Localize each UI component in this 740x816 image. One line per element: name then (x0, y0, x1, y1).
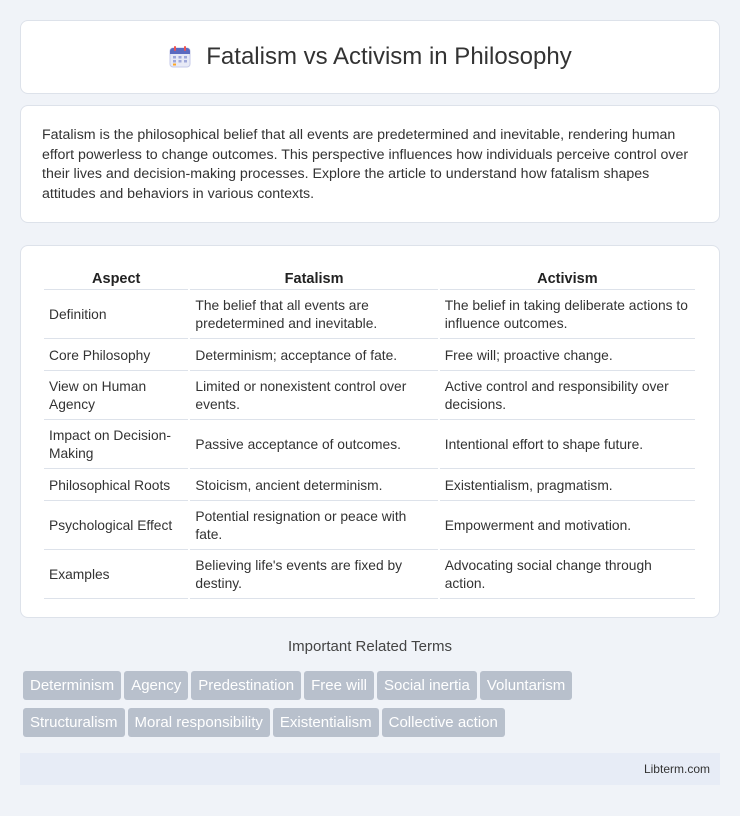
tag-determinism[interactable]: Determinism (23, 671, 121, 700)
comparison-table (42, 266, 697, 601)
activism-cell: Advocating social change through action. (440, 552, 695, 599)
table-row (44, 552, 695, 599)
tag-collective-action[interactable]: Collective action (382, 708, 505, 737)
comparison-table-card (20, 245, 720, 618)
table-row (44, 503, 695, 550)
aspect-cell: View on Human Agency (44, 373, 188, 420)
intro-text: Fatalism is the philosophical belief that all events are predetermined and inevitable, rendering human effort powerless to change outcomes. This perspective influences how individuals perceive control over their lives and decision-making processes. Explore the article to understand how fatalism shapes attitudes and behaviors in various contexts. (42, 127, 689, 202)
header-activism: Activism (440, 268, 695, 290)
aspect-cell: Definition (44, 292, 188, 339)
table-row (44, 341, 695, 371)
fatalism-cell: Passive acceptance of outcomes. (190, 422, 437, 469)
fatalism-cell: Limited or nonexistent control over events. (190, 373, 437, 420)
activism-cell: Free will; proactive change. (440, 341, 695, 371)
tag-moral-responsibility[interactable]: Moral responsibility (128, 708, 270, 737)
header-fatalism: Fatalism (190, 268, 437, 290)
tag-free-will[interactable]: Free will (304, 671, 374, 700)
footer (20, 753, 720, 785)
activism-cell: The belief in taking deliberate actions to influence outcomes. (440, 292, 695, 339)
related-terms-list (23, 671, 723, 745)
aspect-cell: Examples (44, 552, 188, 599)
tag-predestination[interactable]: Predestination (191, 671, 301, 700)
fatalism-cell: Determinism; acceptance of fate. (190, 341, 437, 371)
table-row (44, 422, 695, 469)
related-terms-title: Important Related Terms (288, 638, 452, 655)
calendar-icon (168, 45, 192, 69)
aspect-cell: Core Philosophy (44, 341, 188, 371)
tag-structuralism[interactable]: Structuralism (23, 708, 125, 737)
tag-voluntarism[interactable]: Voluntarism (480, 671, 572, 700)
tag-social-inertia[interactable]: Social inertia (377, 671, 477, 700)
fatalism-cell: Stoicism, ancient determinism. (190, 471, 437, 501)
intro-card (20, 105, 720, 223)
fatalism-cell: Believing life's events are fixed by destiny. (190, 552, 437, 599)
fatalism-cell: The belief that all events are predetermined and inevitable. (190, 292, 437, 339)
header-aspect: Aspect (44, 268, 188, 290)
activism-cell: Intentional effort to shape future. (440, 422, 695, 469)
tag-existentialism[interactable]: Existentialism (273, 708, 379, 737)
table-row (44, 471, 695, 501)
aspect-cell: Psychological Effect (44, 503, 188, 550)
activism-cell: Empowerment and motivation. (440, 503, 695, 550)
tag-agency[interactable]: Agency (124, 671, 188, 700)
aspect-cell: Philosophical Roots (44, 471, 188, 501)
aspect-cell: Impact on Decision-Making (44, 422, 188, 469)
page-title: Fatalism vs Activism in Philosophy (206, 43, 572, 70)
fatalism-cell: Potential resignation or peace with fate. (190, 503, 437, 550)
footer-site-link[interactable]: Libterm.com (643, 762, 710, 776)
header-card (20, 20, 720, 94)
activism-cell: Active control and responsibility over decisions. (440, 373, 695, 420)
activism-cell: Existentialism, pragmatism. (440, 471, 695, 501)
table-row (44, 373, 695, 420)
table-row (44, 292, 695, 339)
table-header-row (44, 268, 695, 290)
